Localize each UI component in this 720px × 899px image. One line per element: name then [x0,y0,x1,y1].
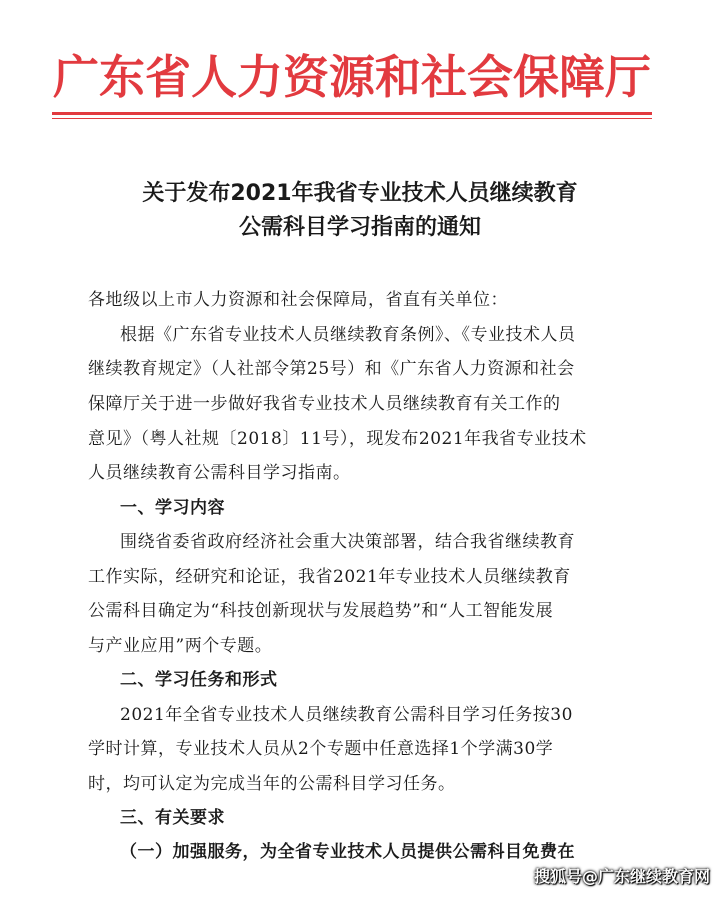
intro-line: 人员继续教育公需科目学习指南。 [88,463,351,483]
intro-line: 根据《广东省专业技术人员继续教育条例》、《专业技术人员 [120,325,576,345]
section-1-heading: 一、学习内容 [120,498,225,518]
section-2-line: 2021年全省专业技术人员继续教育公需科目学习任务按30 [120,705,573,725]
section-3-heading: 三、有关要求 [120,808,225,828]
watermark: 搜狐号@广东继续教育网 [533,867,710,886]
salutation: 各地级以上市人力资源和社会保障局，省直有关单位： [88,290,508,310]
section-1-line: 围绕省委省政府经济社会重大决策部署，结合我省继续教育 [120,532,575,552]
section-2-line: 时，均可认定为完成当年的公需科目学习任务。 [88,774,456,794]
masthead-rule-thick [52,112,652,115]
section-3-subheading: （一）加强服务，为全省专业技术人员提供公需科目免费在 [120,842,575,862]
intro-line: 继续教育规定》（人社部令第25号）和《广东省人力资源和社会 [88,359,575,379]
section-2-heading: 二、学习任务和形式 [120,670,278,690]
masthead: 广东省人力资源和社会保障厅 [53,50,651,104]
section-1-line: 公需科目确定为“科技创新现状与发展趋势”和“人工智能发展 [88,601,554,621]
section-1-line: 工作实际，经研究和论证，我省2021年专业技术人员继续教育 [88,567,571,587]
section-2-line: 学时计算，专业技术人员从2个专题中任意选择1个学满30学 [88,739,554,759]
section-1-line: 与产业应用”两个专题。 [88,636,273,656]
document-title-line-2: 公需科目学习指南的通知 [238,215,481,240]
intro-line: 保障厅关于进一步做好我省专业技术人员继续教育有关工作的 [88,394,561,414]
masthead-rule-thin [52,118,652,119]
document-title-line-1: 关于发布2021年我省专业技术人员继续教育 [142,181,578,206]
intro-line: 意见》（粤人社规〔2018〕11号），现发布2021年我省专业技术 [88,429,587,449]
